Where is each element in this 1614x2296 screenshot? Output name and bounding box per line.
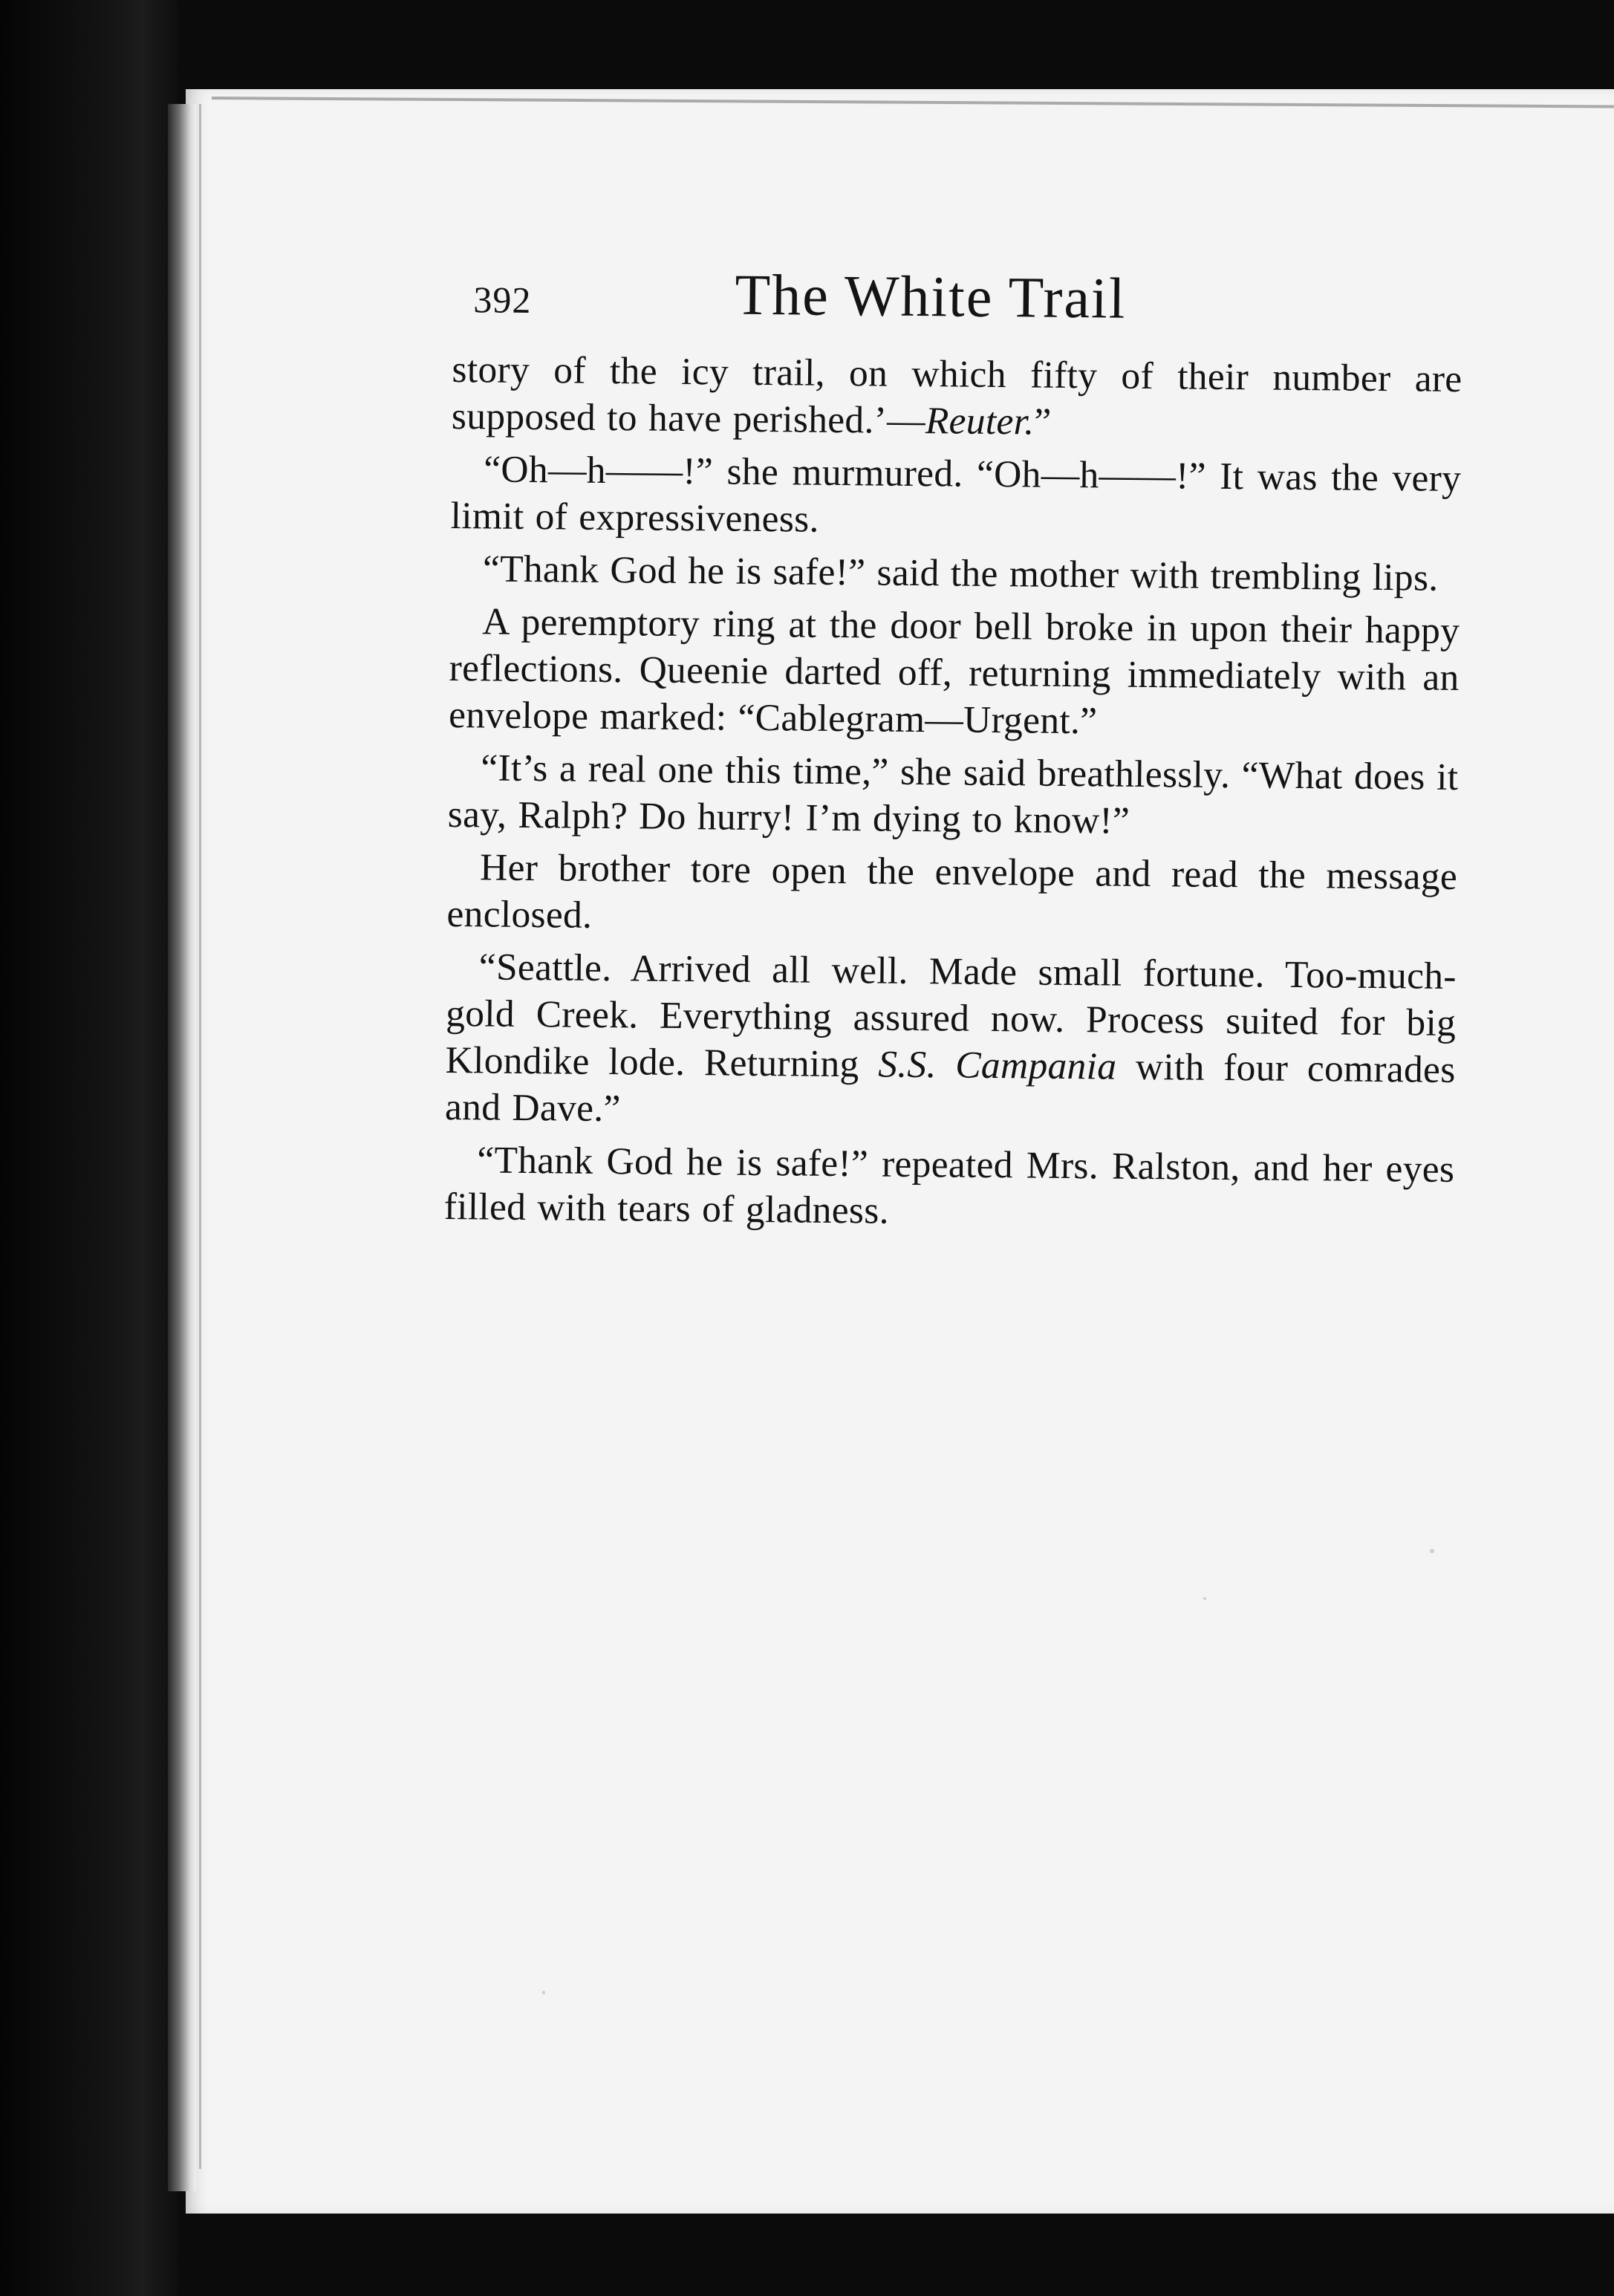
paragraph — [443, 1136, 1454, 1240]
text-run: “Seattle. Arrived all well. Made small fortune. Too-much-gold Creek. Everything assured now. Process suited for big Klondike lode. Returning — [445, 946, 1457, 1086]
paragraph — [445, 943, 1457, 1140]
text-run: “Oh—h——!” she murmured. “Oh—h——!” It was the very limit of expressiveness. — [450, 448, 1462, 541]
text-run: A peremptory ring at the door bell broke in upon their happy reflections. Queenie darted off, returning immediately with an envelope marked: “Cablegram—Urgent.” — [448, 600, 1460, 743]
paper-speck — [1203, 1597, 1206, 1600]
paragraph — [448, 744, 1459, 848]
body-text — [443, 346, 1462, 1240]
text-run: “It’s a real one this time,” she said breathlessly. “What does it say, Ralph? Do hurry! I’m dying to know!” — [447, 747, 1459, 842]
book-spine-shadow — [0, 0, 178, 2296]
text-run: story of the icy trail, on which fifty of their number are supposed to have perished.’— — [451, 348, 1462, 443]
running-head — [452, 258, 1463, 350]
page-edge-gradient — [168, 104, 196, 2191]
left-page-edge-line — [199, 104, 201, 2169]
italic-text: Reuter. — [925, 400, 1035, 443]
paragraph — [452, 346, 1462, 449]
running-title: The White Trail — [735, 261, 1127, 331]
paragraph — [449, 598, 1460, 748]
paper-speck — [542, 1991, 545, 1994]
paper-speck — [1430, 1549, 1434, 1553]
text-run: Her brother tore open the envelope and read the message enclosed. — [446, 846, 1458, 937]
paragraph — [446, 844, 1457, 947]
text-run: with four comrades and Dave.” — [444, 1045, 1456, 1131]
text-block — [443, 258, 1463, 1241]
paragraph — [450, 446, 1461, 549]
page-number: 392 — [473, 279, 532, 322]
text-run: ” — [1034, 400, 1052, 443]
text-run: “Thank God he is safe!” repeated Mrs. Ralston, and her eyes filled with tears of gladness. — [443, 1139, 1455, 1232]
italic-text: S.S. Campania — [877, 1043, 1117, 1088]
paragraph — [450, 545, 1461, 602]
text-run: “Thank God he is safe!” said the mother with trembling lips. — [482, 547, 1439, 599]
